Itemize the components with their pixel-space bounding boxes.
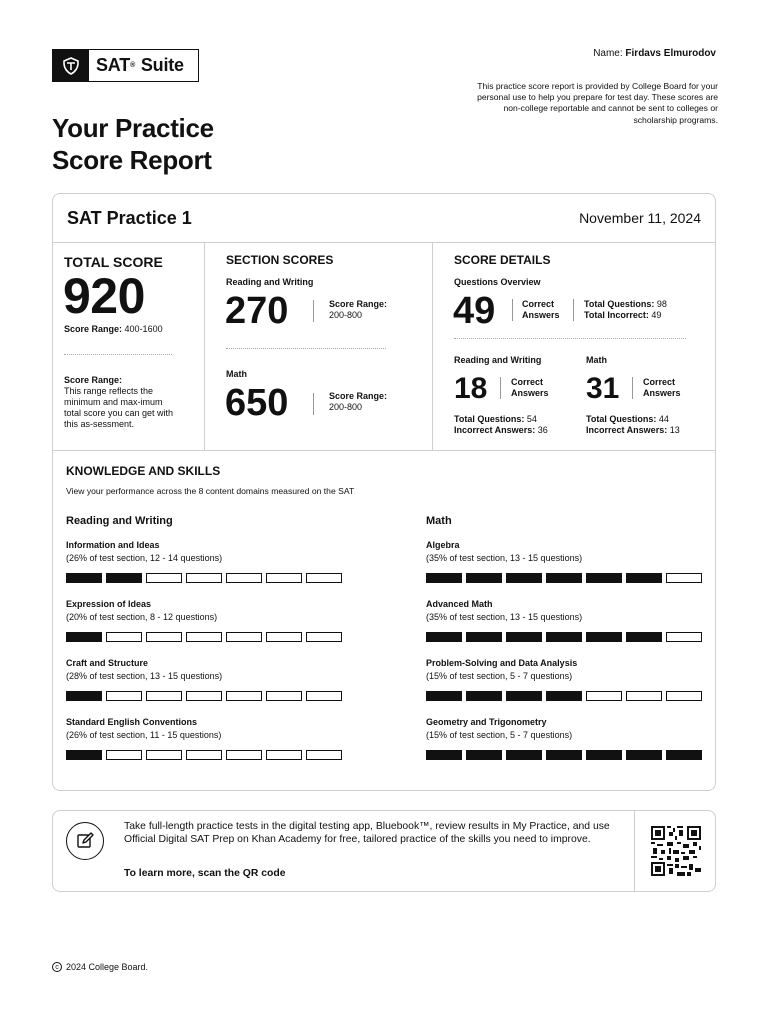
performance-segment-filled <box>586 750 622 760</box>
performance-segment-empty <box>146 573 182 583</box>
performance-segment-filled <box>66 573 102 583</box>
correct-answers-tag: Correct Answers <box>522 299 560 320</box>
performance-segment-empty <box>306 573 342 583</box>
scores-row <box>53 243 715 451</box>
domain-item <box>426 657 706 716</box>
performance-segment-filled <box>546 750 582 760</box>
performance-segment-filled <box>466 573 502 583</box>
divider <box>226 348 386 349</box>
domain-description: (26% of test section, 11 - 15 questions) <box>66 730 222 740</box>
performance-segment-filled <box>426 750 462 760</box>
edit-icon <box>66 822 104 860</box>
rw-details-summary: Total Questions: 54 Incorrect Answers: 36 <box>454 414 548 435</box>
total-score-range: Score Range: 400-1600 <box>64 324 163 334</box>
score-details-panel <box>433 243 715 451</box>
copyright: c 2024 College Board. <box>52 962 148 972</box>
divider <box>313 393 314 415</box>
math-domain-list <box>426 539 706 775</box>
rw-domains-title: Reading and Writing <box>66 515 173 527</box>
performance-segment-empty <box>306 691 342 701</box>
performance-bar <box>426 691 706 701</box>
copyright-icon: c <box>52 962 62 972</box>
card-header <box>53 194 715 243</box>
student-name-value: Firdavs Elmurodov <box>625 48 716 59</box>
total-questions-value: 98 <box>656 299 667 309</box>
performance-segment-filled <box>466 750 502 760</box>
promo-text: Take full-length practice tests in the digital testing app, Bluebook™, review results in My Practice, and use Official Digital SAT Prep on Khan Academy for free, tailored practice of the skills you need to improve. <box>124 821 610 845</box>
performance-segment-filled <box>506 632 542 642</box>
math-section-label: Math <box>226 369 247 379</box>
domain-item <box>66 716 346 775</box>
performance-segment-filled <box>626 573 662 583</box>
domain-description: (20% of test section, 8 - 12 questions) <box>66 612 218 622</box>
performance-segment-empty <box>106 632 142 642</box>
total-correct-value: 49 <box>453 290 496 332</box>
domain-item <box>426 598 706 657</box>
divider <box>512 299 513 321</box>
performance-segment-empty <box>306 750 342 760</box>
performance-bar <box>426 632 706 642</box>
domain-item <box>66 539 346 598</box>
domain-name: Craft and Structure <box>66 658 149 668</box>
domain-description: (15% of test section, 5 - 7 questions) <box>426 671 573 681</box>
performance-segment-empty <box>626 691 662 701</box>
test-name: SAT Practice 1 <box>67 207 192 228</box>
performance-segment-empty <box>186 573 222 583</box>
performance-segment-empty <box>146 632 182 642</box>
sat-suite-logo <box>52 49 199 82</box>
performance-segment-filled <box>426 573 462 583</box>
domain-name: Problem-Solving and Data Analysis <box>426 658 578 668</box>
questions-overview-label: Questions Overview <box>454 277 541 287</box>
domain-name: Expression of Ideas <box>66 599 152 609</box>
performance-bar <box>66 691 346 701</box>
math-score-range: Score Range: 200-800 <box>329 391 388 412</box>
performance-segment-filled <box>546 632 582 642</box>
score-range-note: Score Range: This range reflects the minimum and max-imum total score you can get with this as-sessment. <box>64 375 174 429</box>
performance-bar <box>66 573 346 583</box>
rw-section-score: 270 <box>225 290 289 332</box>
domain-item <box>426 716 706 775</box>
test-date: November 11, 2024 <box>579 210 701 226</box>
rw-domains <box>66 515 346 775</box>
performance-segment-empty <box>666 573 702 583</box>
performance-segment-filled <box>426 691 462 701</box>
performance-segment-filled <box>466 632 502 642</box>
domain-name: Advanced Math <box>426 599 493 609</box>
performance-segment-empty <box>186 632 222 642</box>
divider <box>573 299 574 321</box>
performance-segment-empty <box>106 691 142 701</box>
divider <box>454 338 686 339</box>
domain-name: Standard English Conventions <box>66 717 198 727</box>
promo-cta: To learn more, scan the QR code <box>124 868 286 879</box>
performance-segment-empty <box>186 691 222 701</box>
domain-item <box>426 539 706 598</box>
performance-segment-empty <box>226 691 262 701</box>
performance-segment-empty <box>146 691 182 701</box>
performance-bar <box>426 750 706 760</box>
performance-segment-filled <box>626 632 662 642</box>
performance-segment-filled <box>506 691 542 701</box>
total-score-value: 920 <box>63 268 145 324</box>
performance-segment-filled <box>586 632 622 642</box>
domain-item <box>66 657 346 716</box>
performance-bar <box>66 750 346 760</box>
section-scores-heading: SECTION SCORES <box>226 253 334 267</box>
performance-segment-empty <box>666 691 702 701</box>
divider <box>64 354 172 355</box>
performance-bar <box>426 573 706 583</box>
performance-segment-empty <box>266 632 302 642</box>
math-details-label: Math <box>586 355 607 365</box>
divider <box>500 377 501 399</box>
domain-description: (35% of test section, 13 - 15 questions) <box>426 612 583 622</box>
totals-summary: Total Questions: 98 Total Incorrect: 49 <box>584 299 667 320</box>
qr-code[interactable] <box>651 826 701 876</box>
rw-correct-value: 18 <box>454 372 488 405</box>
performance-segment-empty <box>226 750 262 760</box>
section-scores-panel <box>205 243 433 451</box>
domain-description: (35% of test section, 13 - 15 questions) <box>426 553 583 563</box>
performance-segment-empty <box>146 750 182 760</box>
performance-segment-filled <box>586 573 622 583</box>
practice-promo <box>52 810 716 892</box>
performance-segment-filled <box>426 632 462 642</box>
performance-segment-filled <box>66 750 102 760</box>
performance-segment-filled <box>106 573 142 583</box>
report-disclaimer: This practice score report is provided by College Board for your personal use to help you prepare for test day. These scores are non-college reportable and cannot be sent to colleges or scholarship programs. <box>477 81 718 125</box>
logo-registered-mark: ® <box>130 62 136 69</box>
rw-score-range: Score Range: 200-800 <box>329 299 388 320</box>
performance-segment-filled <box>66 691 102 701</box>
college-board-acorn-icon <box>53 50 89 81</box>
performance-segment-filled <box>506 750 542 760</box>
rw-correct-tag: Correct Answers <box>511 377 549 398</box>
rw-domain-list <box>66 539 346 775</box>
performance-segment-empty <box>186 750 222 760</box>
performance-segment-filled <box>466 691 502 701</box>
domain-description: (26% of test section, 12 - 14 questions) <box>66 553 223 563</box>
performance-segment-filled <box>546 573 582 583</box>
divider <box>632 377 633 399</box>
performance-segment-empty <box>266 750 302 760</box>
logo-sat-text: SAT <box>96 55 131 75</box>
math-details-summary: Total Questions: 44 Incorrect Answers: 13 <box>586 414 680 435</box>
rw-details-label: Reading and Writing <box>454 355 542 365</box>
performance-segment-empty <box>106 750 142 760</box>
total-score-panel <box>53 243 205 451</box>
math-section-score: 650 <box>225 382 289 424</box>
rw-section-label: Reading and Writing <box>226 277 314 287</box>
performance-segment-empty <box>266 691 302 701</box>
performance-segment-empty <box>226 632 262 642</box>
student-name: Name: Firdavs Elmurodov <box>593 48 716 59</box>
domain-description: (15% of test section, 5 - 7 questions) <box>426 730 573 740</box>
performance-segment-filled <box>666 750 702 760</box>
performance-segment-empty <box>306 632 342 642</box>
performance-segment-filled <box>626 750 662 760</box>
domain-name: Geometry and Trigonometry <box>426 717 547 727</box>
logo-suite-text: Suite <box>140 55 184 75</box>
total-incorrect-value: 49 <box>651 310 662 320</box>
performance-bar <box>66 632 346 642</box>
domain-name: Algebra <box>426 540 460 550</box>
total-score-label: TOTAL SCORE <box>64 254 163 270</box>
math-domains <box>426 515 706 775</box>
score-report-card <box>52 193 716 791</box>
performance-segment-filled <box>546 691 582 701</box>
performance-segment-filled <box>66 632 102 642</box>
knowledge-skills-heading: KNOWLEDGE AND SKILLS <box>66 464 221 478</box>
knowledge-skills-subheading: View your performance across the 8 content domains measured on the SAT <box>66 486 355 496</box>
performance-segment-empty <box>666 632 702 642</box>
domain-item <box>66 598 346 657</box>
domain-description: (28% of test section, 13 - 15 questions) <box>66 671 223 681</box>
domain-name: Information and Ideas <box>66 540 160 550</box>
performance-segment-empty <box>266 573 302 583</box>
math-correct-value: 31 <box>586 372 620 405</box>
divider <box>634 811 635 891</box>
page-title: Your Practice Score Report <box>52 113 214 175</box>
performance-segment-empty <box>226 573 262 583</box>
score-details-heading: SCORE DETAILS <box>454 253 551 267</box>
math-domains-title: Math <box>426 515 452 527</box>
math-correct-tag: Correct Answers <box>643 377 681 398</box>
performance-segment-filled <box>506 573 542 583</box>
divider <box>313 300 314 322</box>
performance-segment-empty <box>586 691 622 701</box>
